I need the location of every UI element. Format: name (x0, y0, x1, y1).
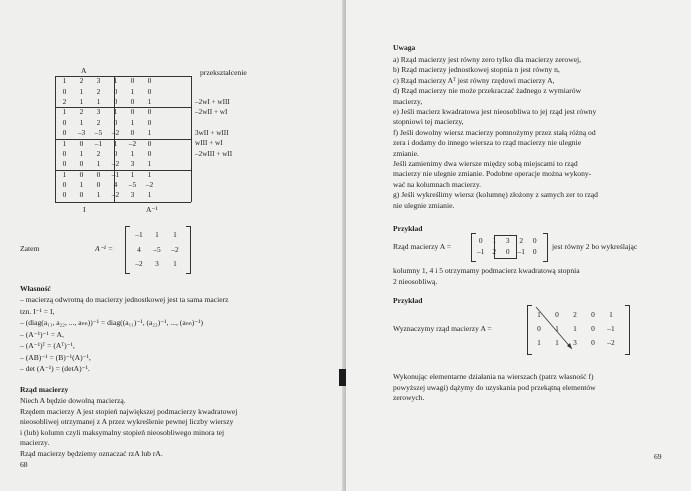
matrix-cell: 1 (62, 138, 67, 148)
matrix-cell: 2 (519, 235, 524, 245)
text-line: – (A⁻¹)ᵀ = (Aᵀ)⁻¹, (20, 341, 75, 350)
matrix-row (56, 180, 158, 190)
matrix-cell: 0 (147, 76, 152, 86)
text-line: – (A⁻¹)⁻¹ = A, (20, 329, 64, 339)
matrix-cell: 2 (96, 148, 101, 158)
matrix-cell: 1 (113, 138, 118, 148)
matrix-row (530, 308, 620, 322)
matrix-row (56, 107, 158, 117)
text-line: a) Rząd macierzy jest równy zero tylko dla macierzy zerowej, (393, 55, 582, 64)
matrix-cell: 1 (130, 148, 135, 158)
ainv-bracket-right (186, 226, 191, 274)
matrix-cell: 0 (96, 180, 101, 190)
matrix-row (56, 86, 158, 96)
text-line: macierzy, (393, 96, 423, 106)
row-operation: –2wIII + wII (195, 149, 233, 158)
matrix-cell: 4 (113, 180, 118, 190)
matrix-row (56, 170, 158, 180)
matrix-cell: 0 (113, 96, 118, 106)
matrix-cell: 0 (96, 169, 101, 179)
zatem-label: Zatem (20, 244, 40, 253)
row-operation: –2wI + wIII (195, 97, 230, 106)
matrix-cell: 1 (130, 86, 135, 96)
matrix-cell: 1 (113, 107, 118, 117)
matrix-cell: 3 (96, 107, 101, 117)
matrix-cell: 1 (147, 169, 152, 179)
matrix-cell: –1 (517, 246, 525, 256)
ex1-bracket-right (543, 233, 548, 262)
matrix-cell: 0 (147, 148, 152, 158)
matrix-cell: 0 (591, 310, 595, 319)
matrix-cell: 2 (79, 107, 84, 117)
matrix-cell: 1 (96, 96, 101, 106)
matrix-cell: 0 (591, 338, 595, 347)
matrix-cell: 0 (130, 96, 135, 106)
matrix-cell: 2 (492, 246, 497, 256)
matrix-cell: 0 (147, 117, 152, 127)
matrix-row (56, 97, 158, 107)
matrix-cell: 1 (155, 230, 159, 240)
matrix-cell: –5 (153, 244, 161, 254)
matrix-cell: 0 (113, 148, 118, 158)
matrix-cell: –2 (111, 128, 120, 138)
ainv-matrix (130, 228, 184, 272)
row-operation: wIII + wI (195, 139, 223, 148)
matrix-cell: 1 (147, 128, 152, 138)
matrix-row (56, 138, 158, 148)
matrix-cell: –2 (135, 259, 143, 269)
matrix-cell: 0 (537, 324, 541, 333)
matrix-row (56, 159, 158, 169)
text-line: Jeśli zamienimy dwa wiersze między sobą miejscami to rząd (393, 159, 578, 168)
matrix-cell: 1 (130, 117, 135, 127)
text-line: macierzy nie ulegnie zmianie. Podobne operacje można wykony- (393, 169, 592, 179)
matrix-cell: 0 (62, 86, 67, 96)
matrix-cell: –1 (111, 169, 120, 179)
header-transform: przekształcenie (200, 68, 247, 77)
matrix-cell: 2 (62, 96, 67, 106)
text-line: – det (A⁻¹) = (detA)⁻¹. (20, 364, 90, 373)
matrix-cell: 0 (478, 235, 483, 245)
matrix-row (474, 246, 542, 257)
matrix-cell: –2 (171, 244, 179, 254)
matrix-row (56, 118, 158, 128)
text-line: Niech A będzie dowolną macierzą. (20, 396, 126, 405)
footer-inverse: A⁻¹ (146, 205, 158, 214)
text-line: kolumny 1, 4 i 5 otrzymamy podmacierz kwadratową stopnia (393, 266, 580, 275)
matrix-cell: 0 (130, 107, 135, 117)
matrix-cell: 1 (130, 169, 135, 179)
row-operation: –2wII + wI (195, 108, 228, 117)
text-line: 2 nieosobliwą. (393, 276, 438, 286)
ex2-bracket-right (625, 305, 630, 355)
ainv-label: A⁻¹ = (95, 244, 113, 253)
matrix-row (56, 190, 158, 200)
matrix-cell: 0 (79, 190, 84, 200)
ex1-matrix (474, 235, 542, 257)
matrix-cell: 1 (79, 117, 84, 127)
matrix-cell: 1 (79, 96, 84, 106)
left-page (0, 0, 345, 491)
matrix-row (130, 243, 184, 258)
text-line: zera i dodamy do innego wiersza to rząd macierzy nie ulegnie (393, 138, 582, 148)
matrix-cell: 1 (147, 96, 152, 106)
matrix-cell: 0 (130, 76, 135, 86)
right-page (346, 0, 691, 491)
row-operation: 3wII + wIII (195, 129, 229, 137)
matrix-cell: 1 (173, 230, 177, 240)
matrix-cell: 2 (79, 76, 84, 86)
matrix-cell: 3 (155, 259, 159, 269)
matrix-cell: 3 (96, 76, 101, 86)
matrix-cell: –1 (607, 324, 615, 333)
matrix-row (530, 336, 620, 350)
text-line: Wykonując elementarne działania na wierszach (patrz własność f) (393, 372, 594, 381)
matrix-cell: 2 (96, 86, 101, 96)
ex2-label: Wyznaczymy rząd macierzy A = (393, 324, 492, 333)
matrix-cell: 1 (555, 324, 559, 333)
matrix-cell: –1 (477, 246, 485, 256)
matrix-cell: 0 (130, 128, 135, 138)
text-line: g) Jeśli wykreślimy wiersz (kolumnę) złożony z samych zer to rząd (393, 190, 598, 200)
matrix-cell: 1 (96, 190, 101, 200)
page-number-right: 69 (654, 452, 662, 461)
text-line: f) Jeśli dowolny wiersz macierzy pomnożymy przez stałą różną od (393, 127, 596, 137)
matrix-row (130, 228, 184, 243)
matrix-cell: 1 (609, 310, 613, 319)
matrix-cell: 1 (173, 259, 177, 269)
matrix-cell: 0 (62, 180, 67, 190)
matrix-cell: 0 (79, 138, 84, 148)
matrix-cell: 0 (505, 246, 510, 256)
text-line: b) Rząd macierzy jednostkowej stopnia n jest równy n, (393, 65, 560, 75)
footer-identity: I (83, 205, 86, 214)
matrix-cell: 0 (532, 235, 537, 245)
matrix-cell: 3 (573, 338, 577, 347)
text-line: zmianie. (393, 148, 419, 158)
matrix-cell: 2 (573, 310, 577, 319)
matrix-cell: 1 (537, 338, 541, 347)
text-line: Rzędem macierzy A jest stopień największej podmacierzy kwadratowej (20, 406, 238, 416)
matrix-cell: –2 (128, 138, 137, 148)
page-number-left: 68 (20, 460, 28, 469)
matrix-cell: 0 (147, 138, 152, 148)
matrix-cell: 0 (147, 107, 152, 117)
matrix-cell: 0 (532, 246, 537, 256)
matrix-cell: 0 (62, 117, 67, 127)
matrix-cell: –1 (135, 230, 143, 240)
matrix-cell: 0 (62, 190, 67, 200)
text-line: c) Rząd macierzy Aᵀ jest równy rzędowi macierzy A, (393, 75, 555, 85)
matrix-row (474, 235, 542, 246)
przyklad-1-title: Przykład (393, 224, 423, 233)
matrix-cell: 0 (62, 159, 67, 169)
matrix-cell: 1 (492, 235, 497, 245)
matrix-cell: 1 (96, 159, 101, 169)
matrix-cell: 1 (79, 148, 84, 158)
text-line: nieosobliwej otrzymanej z A przez wykreślenie pewnej liczby wierszy (20, 417, 234, 426)
matrix-cell: 1 (62, 107, 67, 117)
matrix-cell: 0 (113, 117, 118, 127)
matrix-cell: –2 (607, 338, 615, 347)
matrix-cell: 1 (147, 190, 152, 200)
text-line: zerowych. (393, 393, 425, 402)
matrix-cell: 0 (62, 128, 67, 138)
matrix-cell: –5 (128, 180, 137, 190)
matrix-row (56, 128, 158, 138)
matrix-cell: 3 (130, 190, 135, 200)
matrix-cell: 3 (130, 159, 135, 169)
text-line: macierzy. (20, 438, 50, 447)
wlasnosc-title: Własność (20, 284, 51, 293)
matrix-row (130, 257, 184, 272)
matrix-cell: –2 (111, 159, 120, 169)
matrix-cell: 0 (79, 159, 84, 169)
matrix-cell: –3 (77, 128, 86, 138)
matrix-cell: 0 (113, 86, 118, 96)
text-line: d) Rząd macierzy nie może przekraczać żadnego z wymiarów (393, 86, 582, 96)
text-line: i (lub) kolumn czyli maksymalny stopień nieosobliwego minora tej (20, 427, 225, 437)
matrix-cell: 4 (137, 244, 141, 254)
matrix-cell: 0 (147, 86, 152, 96)
text-line: – macierzą odwrotną do macierzy jednostkowej jest ta sama macierz (20, 295, 229, 304)
matrix-row (530, 322, 620, 336)
text-line: – (AB)⁻¹ = (B)⁻¹(A)⁻¹, (20, 352, 91, 362)
matrix-cell: 1 (147, 159, 152, 169)
text-line: powyższej uwagi) dążymy do uzyskania pod przekątną elementów (393, 382, 596, 392)
matrix-cell: 1 (113, 76, 118, 86)
uwaga-title: Uwaga (393, 43, 416, 52)
matrix-row (56, 149, 158, 159)
matrix-cell: 1 (62, 169, 67, 179)
ex1-label: Rząd macierzy A = (393, 242, 452, 251)
matrix-row (56, 76, 158, 86)
matrix-cell: –2 (111, 190, 120, 200)
matrix-cell: 3 (505, 235, 510, 245)
ex2-matrix (530, 308, 620, 350)
text-line: stopniowi tej macierzy, (393, 117, 464, 127)
text-line: – (diag(a₁₁, a₂₂, ..., aₙₙ))⁻¹ = diag((a₁₁)⁻¹, (a₂₂)⁻¹, ..., (aₙₙ)⁻¹) (20, 318, 204, 327)
matrix-cell: 1 (555, 338, 559, 347)
matrix-cell: 0 (591, 324, 595, 333)
text-line: e) Jeśli macierz kwadratowa jest nieosobliwa to jej rząd jest równy (393, 107, 597, 116)
matrix-cell: 1 (62, 76, 67, 86)
text-line: tzn. I⁻¹ = I, (20, 306, 55, 316)
matrix-cell: –5 (94, 128, 103, 138)
matrix-cell: 2 (96, 117, 101, 127)
matrix-cell: 1 (79, 180, 84, 190)
ex1-suffix: jest równy 2 bo wykreślając (552, 242, 638, 251)
text-line: nie ulegnie zmianie. (393, 200, 455, 210)
matrix-cell: 1 (537, 310, 541, 319)
matrix-cell: 0 (62, 148, 67, 158)
matrix-rows (56, 76, 158, 201)
text-line: Rząd macierzy będziemy oznaczać rzA lub rA. (20, 448, 163, 458)
rzad-title: Rząd macierzy (20, 385, 69, 394)
text-line: wać na kolumnach macierzy. (393, 179, 482, 189)
matrix-cell: 1 (79, 86, 84, 96)
przyklad-2-title: Przykład (393, 296, 423, 305)
matrix-cell: 0 (555, 310, 559, 319)
matrix-cell: –1 (94, 138, 103, 148)
matrix-cell: –2 (145, 180, 154, 190)
matrix-cell: 1 (573, 324, 577, 333)
header-a: A (81, 66, 87, 75)
matrix-cell: 0 (79, 169, 84, 179)
